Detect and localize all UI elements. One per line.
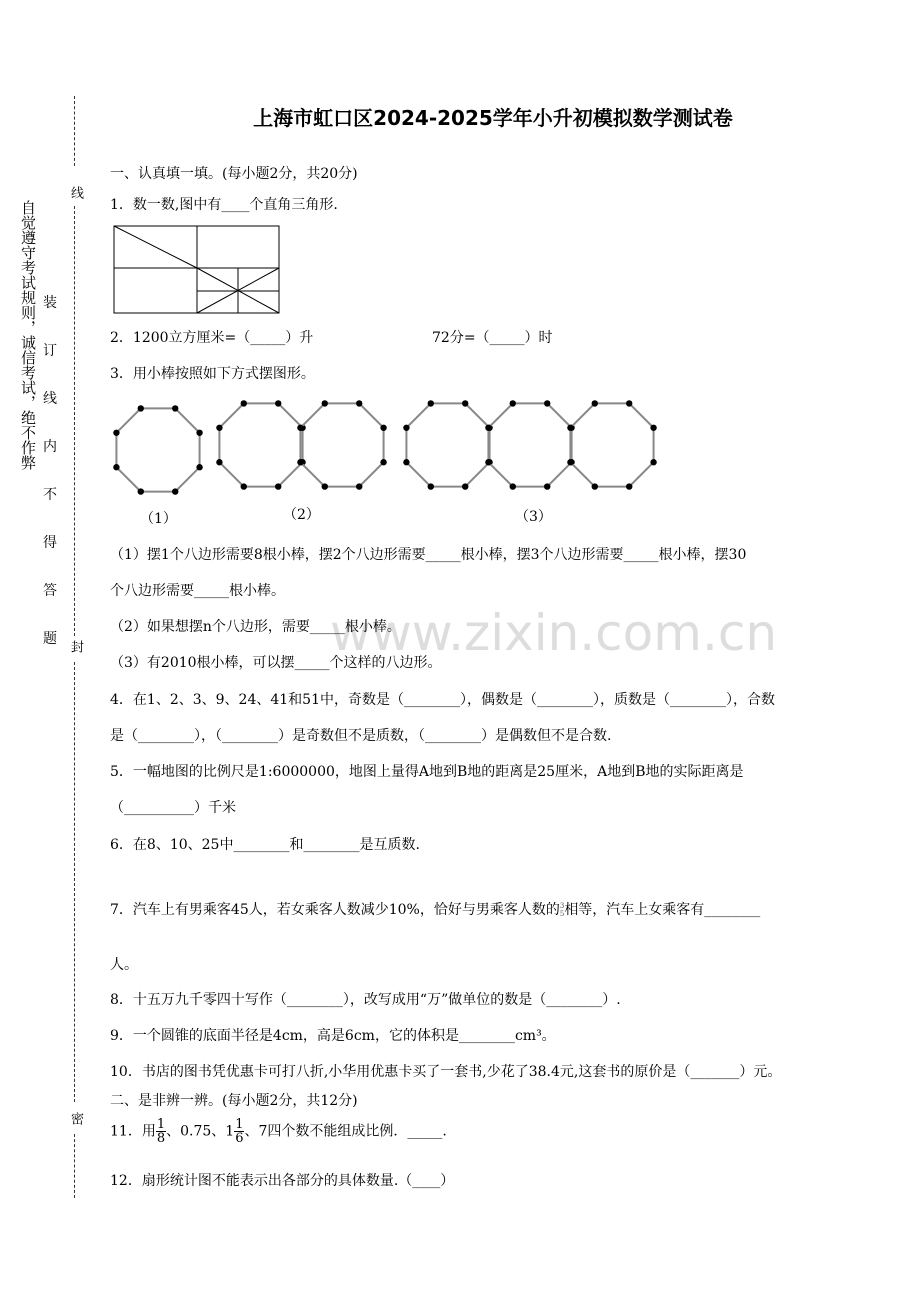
numerator: 1 — [156, 1117, 166, 1132]
question-3-3: （3）有2010根小棒，可以摆_____个这样的八边形。 — [110, 655, 442, 671]
numerator: 1 — [235, 1117, 244, 1132]
no-answer-char: 内 — [43, 439, 57, 455]
section-1-heading: 一、认真填一填。(每小题2分，共20分) — [110, 166, 358, 182]
question-9: 9．一个圆锥的底面半径是4cm，高是6cm，它的体积是________cm³。 — [110, 1028, 556, 1044]
stick-joint — [297, 425, 303, 431]
honesty-notice: 自觉遵守考试规则，诚信考试，绝不作弊 — [19, 200, 37, 470]
stick-joint — [322, 483, 328, 489]
fraction-1-6 — [234, 1118, 244, 1145]
stick-joint — [216, 459, 222, 465]
stick-joint — [138, 488, 144, 494]
q11-text: 、7四个数不能组成比例．_____. — [244, 1123, 447, 1140]
stick-joint — [544, 483, 550, 489]
question-2b: 72分=（_____）时 — [432, 330, 553, 346]
octagon — [570, 403, 653, 486]
stick-joint — [567, 459, 573, 465]
no-answer-char: 答 — [43, 583, 57, 599]
binding-line — [74, 1134, 75, 1198]
octagon — [219, 403, 302, 486]
question-8: 8．十五万九千零四十写作（________），改写成用“万”做单位的数是（________）. — [110, 992, 621, 1008]
binding-label-line: 线 — [68, 186, 83, 199]
no-answer-char: 装 — [43, 295, 57, 311]
stick-joint — [462, 400, 468, 406]
question-3: 3．用小棒按照如下方式摆图形。 — [110, 366, 315, 382]
stick-joint — [275, 483, 281, 489]
stick-joint — [196, 464, 202, 470]
watermark: www.zixin.com.cn — [330, 604, 778, 662]
no-answer-char: 题 — [43, 631, 57, 647]
stick-joint — [297, 459, 303, 465]
question-10: 10．书店的图书凭优惠卡可打八折,小华用优惠卡买了一套书,少花了38.4元,这套书的原价是（_______）元。 — [110, 1064, 782, 1080]
question-11 — [110, 1118, 447, 1145]
stick-joint — [403, 425, 409, 431]
stick-joint — [592, 400, 598, 406]
stick-joint — [650, 459, 656, 465]
stick-joint — [485, 459, 491, 465]
question-5a: 5．一幅地图的比例尺是1:6000000，地图上量得A地到B地的距离是25厘米，A地到B地的实际距离是 — [110, 764, 744, 780]
figure-label-3: （3） — [515, 509, 552, 525]
no-answer-char: 线 — [43, 391, 57, 407]
question-3-2: （2）如果想摆n个八边形，需要_____根小棒。 — [110, 619, 401, 635]
denominator: 5 — [559, 910, 565, 918]
question-5b: （__________）千米 — [110, 800, 236, 816]
stick-joint — [113, 430, 119, 436]
stick-joint — [356, 400, 362, 406]
question-4a: 4．在1、2、3、9、24、41和51中，奇数是（________），偶数是（________），质数是（________），合数 — [110, 692, 775, 708]
stick-joint — [428, 483, 434, 489]
octagon — [300, 403, 383, 486]
no-answer-char: 不 — [43, 487, 57, 503]
octagon — [488, 403, 571, 486]
stick-joint — [403, 459, 409, 465]
stick-joint — [275, 400, 281, 406]
question-7-text-2: 相等，汽车上女乘客有________ — [564, 902, 761, 918]
stick-joint — [380, 425, 386, 431]
stick-joint — [196, 430, 202, 436]
denominator: 6 — [235, 1131, 244, 1146]
section-2-heading: 二、是非辨一辨。(每小题2分，共12分) — [110, 1093, 358, 1109]
stick-joint — [485, 425, 491, 431]
question-3-1a: （1）摆1个八边形需要8根小棒，摆2个八边形需要_____根小棒，摆3个八边形需要_____根小棒，摆30 — [110, 547, 747, 563]
stick-joint — [172, 488, 178, 494]
q11-text: 11．用 — [110, 1123, 156, 1140]
fraction-1-8 — [156, 1118, 166, 1145]
stick-joint — [241, 483, 247, 489]
stick-joint — [626, 400, 632, 406]
octagon-figures — [100, 395, 670, 530]
stick-joint — [380, 459, 386, 465]
binding-line — [74, 96, 75, 166]
question-4b: 是（________），（________）是奇数但不是质数，（________）是偶数但不是合数. — [110, 728, 612, 744]
question-7 — [110, 899, 760, 919]
page-title: 上海市虹口区2024-2025学年小升初模拟数学测试卷 — [253, 106, 733, 130]
stick-joint — [172, 405, 178, 411]
stick-joint — [592, 483, 598, 489]
stick-joint — [322, 400, 328, 406]
question-12: 12．扇形统计图不能表示出各部分的具体数量.（____） — [110, 1173, 455, 1189]
q11-text: 、0.75、1 — [166, 1123, 235, 1140]
stick-joint — [241, 400, 247, 406]
stick-joint — [567, 425, 573, 431]
no-answer-char: 订 — [43, 343, 57, 359]
stick-joint — [626, 483, 632, 489]
stick-joint — [650, 425, 656, 431]
question-1: 1．数一数,图中有____个直角三角形. — [110, 197, 338, 213]
binding-label-seal: 封 — [68, 640, 83, 653]
stick-joint — [428, 400, 434, 406]
question-6: 6．在8、10、25中________和________是互质数. — [110, 837, 420, 853]
triangle-figure — [112, 224, 282, 316]
question-3-1b: 个八边形需要_____根小棒。 — [110, 583, 285, 599]
question-2a: 2．1200立方厘米=（_____）升 — [110, 330, 314, 346]
binding-label-secret: 密 — [68, 1112, 83, 1125]
stick-joint — [356, 483, 362, 489]
no-answer-char: 得 — [43, 535, 57, 551]
stick-joint — [510, 483, 516, 489]
stick-joint — [544, 400, 550, 406]
binding-line — [74, 662, 75, 1102]
stick-joint — [138, 405, 144, 411]
stick-joint — [510, 400, 516, 406]
question-7c: 人。 — [110, 957, 138, 973]
binding-line — [74, 206, 75, 636]
question-7-text: 7．汽车上有男乘客45人，若女乘客人数减少10%，恰好与男乘客人数的 — [110, 902, 560, 918]
stick-joint — [216, 425, 222, 431]
numerator: 3 — [559, 902, 565, 910]
figure-label-1: （1） — [140, 511, 177, 527]
octagon — [406, 403, 489, 486]
octagon — [116, 408, 199, 491]
stick-joint — [113, 464, 119, 470]
figure-label-2: （2） — [283, 507, 320, 523]
denominator: 8 — [156, 1131, 166, 1146]
stick-joint — [462, 483, 468, 489]
